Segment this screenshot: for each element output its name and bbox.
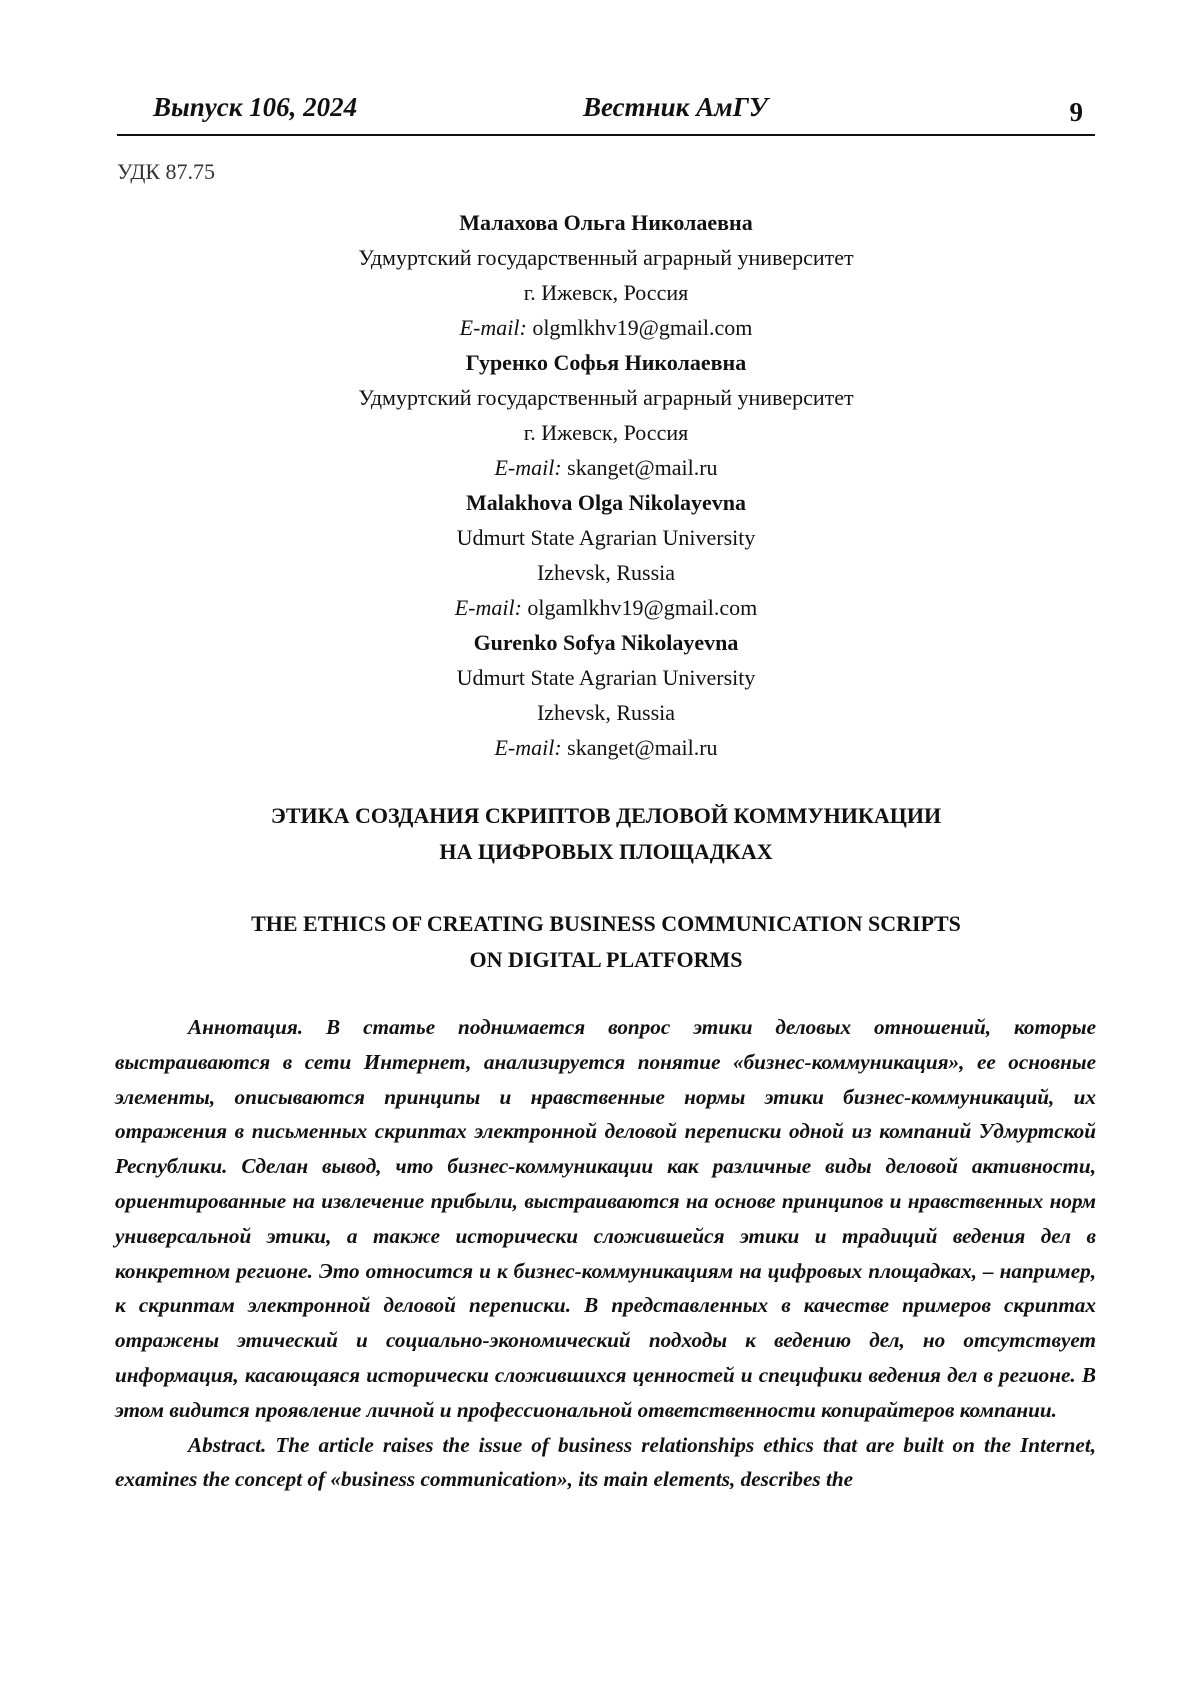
running-header <box>117 84 1095 136</box>
author-name: Гуренко Софья Николаевна <box>465 350 747 375</box>
author-affiliation: Удмуртский государственный аграрный университет <box>358 385 854 410</box>
author-name: Gurenko Sofya Nikolayevna <box>473 630 739 655</box>
email-label: E-mail: <box>454 595 522 620</box>
author-location: Izhevsk, Russia <box>536 560 676 585</box>
journal-title: Вестник АмГУ <box>583 92 768 122</box>
author-email[interactable]: olgmlkhv19@gmail.com <box>532 315 753 340</box>
udk-code: УДК 87.75 <box>117 159 216 184</box>
author-affiliation: Udmurt State Agrarian University <box>456 525 756 550</box>
abstract-block <box>115 1010 1096 1497</box>
page-number: 9 <box>1069 97 1083 127</box>
author-affiliation: Удмуртский государственный аграрный университет <box>358 245 854 270</box>
abstract-en-paragraph: Abstract. The article raises the issue of business relationships ethics that are built on the Internet, examines the concept of «business communication», its main elements, describes the <box>115 1432 1096 1492</box>
author-email[interactable]: skanget@mail.ru <box>567 455 718 480</box>
title-en-line-2: ON DIGITAL PLATFORMS <box>469 947 743 972</box>
author-email-line <box>117 730 1095 765</box>
title-ru-line-1: ЭТИКА СОЗДАНИЯ СКРИПТОВ ДЕЛОВОЙ КОММУНИКАЦИИ <box>270 803 942 828</box>
author-email-line <box>117 450 1095 485</box>
author-name: Malakhova Olga Nikolayevna <box>466 490 746 515</box>
author-location: г. Ижевск, Россия <box>523 280 689 305</box>
issue-label: Выпуск 106, 2024 <box>153 92 358 122</box>
author-name: Малахова Ольга Николаевна <box>459 210 753 235</box>
author-email-line <box>117 310 1095 345</box>
authors-block <box>117 205 1095 765</box>
author-email[interactable]: olgamlkhv19@gmail.com <box>527 595 758 620</box>
title-ru-line-2: НА ЦИФРОВЫХ ПЛОЩАДКАХ <box>439 839 773 864</box>
author-location: Izhevsk, Russia <box>536 700 676 725</box>
author-location: г. Ижевск, Россия <box>523 420 689 445</box>
title-en-line-1: THE ETHICS OF CREATING BUSINESS COMMUNICATION SCRIPTS <box>251 911 961 936</box>
author-email-line <box>117 590 1095 625</box>
abstract-ru-paragraph: Аннотация. В статье поднимается вопрос этики деловых отношений, которые выстраиваются в сети Интернет, анализируется понятие «бизнес-коммуникация», ее основные элементы, описываются принципы и нравственные нормы этики бизнес-коммуникаций, их отражения в письменных скриптах электронной деловой переписки одной из компаний Удмуртской Республики. Сделан вывод, что бизнес-коммуникации как различные виды деловой активности, ориентированные на извлечение прибыли, выстраиваются на основе принципов и нравственных норм универсальной этики, а также исторически сложившейся этики и традиций ведения дел в конкретном регионе. Это относится и к бизнес-коммуникациям на цифровых площадках, – например, к скриптам электронной деловой переписки. В представленных в качестве примеров скриптах отражены этический и социально-экономический подходы к ведению дел, но отсутствует информация, касающаяся исторически сложившихся ценностей и специфики ведения дел в регионе. В этом видится проявление личной и профессиональной ответственности копирайтеров компании. <box>115 1015 1096 1422</box>
email-label: E-mail: <box>494 735 562 760</box>
email-label: E-mail: <box>494 455 562 480</box>
author-affiliation: Udmurt State Agrarian University <box>456 665 756 690</box>
article-title-en <box>117 906 1095 978</box>
email-label: E-mail: <box>459 315 527 340</box>
author-email[interactable]: skanget@mail.ru <box>567 735 718 760</box>
article-title-ru <box>117 798 1095 870</box>
